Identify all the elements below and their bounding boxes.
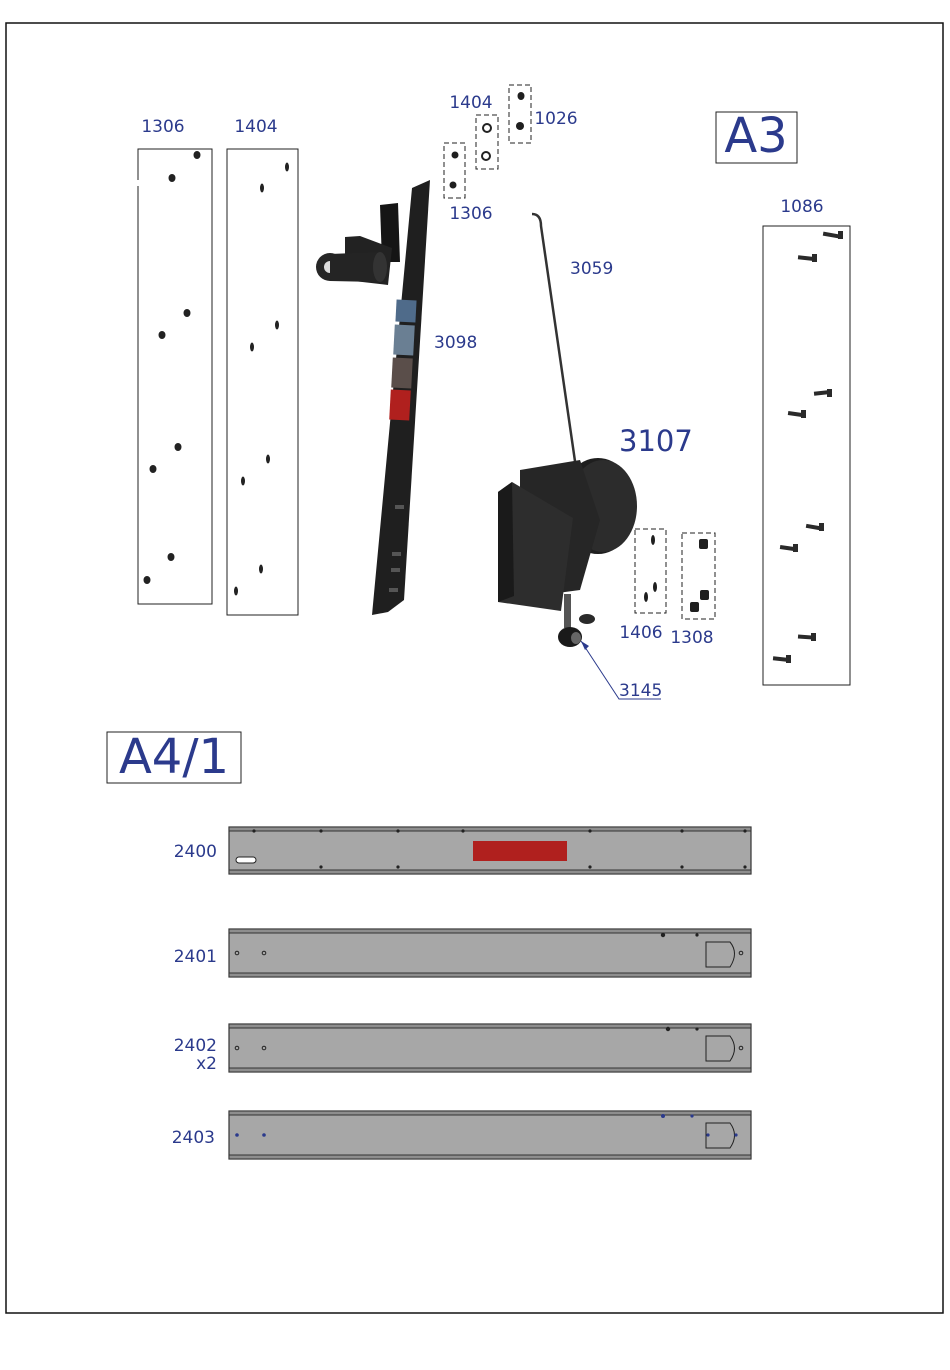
section-a41-label: A4/1 [118,729,230,785]
hardware-1308 [670,533,715,648]
section-a3-label: A3 [724,108,788,164]
label-3145: 3145 [619,681,663,701]
label-3107: 3107 [619,424,693,458]
hardware-1406 [619,529,666,643]
rail-label-2403: 2403 [171,1128,215,1148]
washer-strip-1404 [227,117,298,615]
rail-2401 [174,929,751,977]
label-1086: 1086 [780,197,824,217]
rail-label-2402: 2402 [173,1036,217,1056]
label-1308: 1308 [670,628,714,648]
column-3098 [316,180,477,615]
rail-2402 [174,1024,751,1074]
label-3059: 3059 [570,259,614,279]
rail-label-2400: 2400 [173,842,217,862]
handle-3145-callout [581,641,662,701]
label-3098: 3098 [434,333,478,353]
rail-2403 [172,1111,751,1159]
winch-3107 [498,424,693,647]
rail-qty-2402: x2 [196,1054,217,1074]
rail-label-2401: 2401 [173,947,217,967]
label-1404-small: 1404 [449,93,493,113]
section-a41-frame [107,729,241,785]
label-1026: 1026 [534,109,578,129]
rail-2400 [174,827,751,874]
label-1406: 1406 [619,623,663,643]
small-hardware-group [444,85,578,224]
screw-strip-1306 [138,117,212,604]
section-a3-frame [716,108,797,164]
bolt-strip-1086 [763,197,850,685]
label-1306-small: 1306 [449,204,493,224]
cable-3059 [532,214,613,482]
label-1306-strip: 1306 [141,117,185,137]
label-1404-strip: 1404 [234,117,278,137]
